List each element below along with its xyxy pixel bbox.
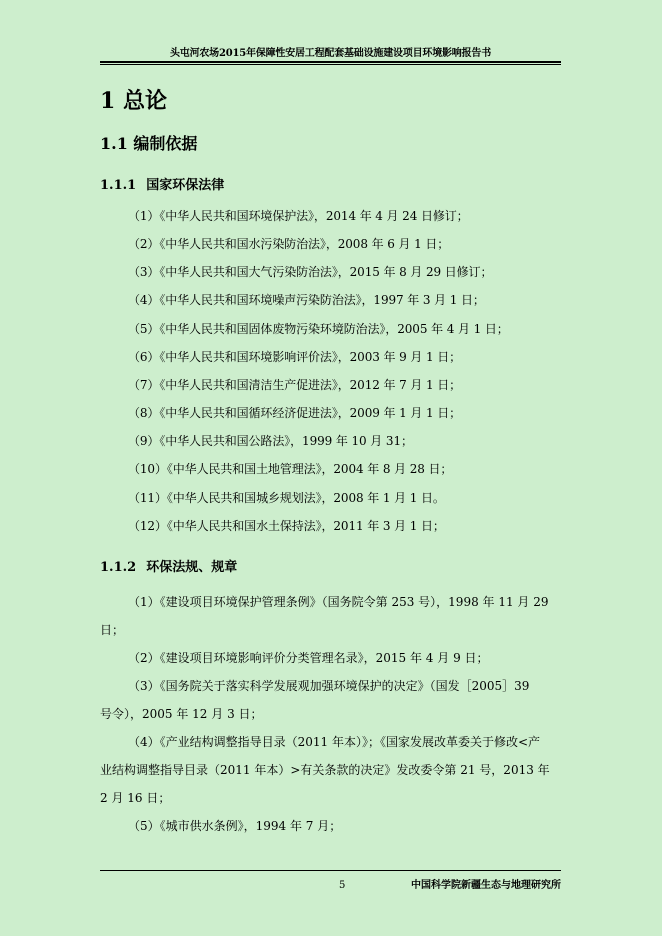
paragraph-line: （2）《建设项目环境影响评价分类管理名录》，2015 年 4 月 9 日； xyxy=(128,651,489,665)
section-title: 1.1 编制依据 xyxy=(100,134,198,153)
footer-organization: 中国科学院新疆生态与地理研究所 xyxy=(411,880,561,891)
paragraph-line: （5）《城市供水条例》，1994 年 7 月； xyxy=(128,819,342,833)
regulation-item xyxy=(100,588,561,644)
list-item: （8）《中华人民共和国循环经济促进法》，2009 年 1 月 1 日； xyxy=(128,406,462,420)
list-item: （11）《中华人民共和国城乡规划法》，2008 年 1 月 1 日。 xyxy=(128,491,445,505)
regulation-item xyxy=(100,812,561,840)
regulation-item xyxy=(100,728,561,812)
list-item: （12）《中华人民共和国水土保持法》，2011 年 3 月 1 日； xyxy=(128,519,445,533)
paragraph-line: （4）《产业结构调整指导目录（2011 年本）》；《国家发展改革委关于修改<产 xyxy=(128,735,541,749)
chapter-title: 1 总论 xyxy=(100,88,167,114)
subsection-heading-laws xyxy=(100,174,224,193)
header-rule-thin xyxy=(100,64,561,65)
paragraph-line: 日； xyxy=(100,623,125,637)
paragraph-line: 2 月 16 日； xyxy=(100,791,171,805)
paragraph-line: （1）《建设项目环境保护管理条例》（国务院令第 253 号），1998 年 11 月 29 xyxy=(128,595,549,609)
running-header: 头屯河农场2015年保障性安居工程配套基础设施建设项目环境影响报告书 xyxy=(169,48,492,59)
list-item: （9）《中华人民共和国公路法》，1999 年 10 月 31； xyxy=(128,434,413,448)
list-item: （2）《中华人民共和国水污染防治法》，2008 年 6 月 1 日； xyxy=(128,237,450,251)
regulation-item xyxy=(100,644,561,672)
paragraph-line: 号令），2005 年 12 月 3 日； xyxy=(100,707,263,721)
list-item: （7）《中华人民共和国清洁生产促进法》，2012 年 7 月 1 日； xyxy=(128,378,462,392)
subsection-heading-regulations xyxy=(100,556,237,575)
header-rule xyxy=(100,61,561,63)
subsection-title: 国家环保法律 xyxy=(146,178,225,193)
page-number: 5 xyxy=(339,880,346,891)
subsection-number: 1.1.2 xyxy=(100,560,137,575)
footer-rule xyxy=(100,870,561,871)
list-item: （3）《中华人民共和国大气污染防治法》，2015 年 8 月 29 日修订； xyxy=(128,265,493,279)
list-item: （6）《中华人民共和国环境影响评价法》，2003 年 9 月 1 日； xyxy=(128,350,462,364)
list-item: （1）《中华人民共和国环境保护法》，2014 年 4 月 24 日修订； xyxy=(128,209,469,223)
regulation-item xyxy=(100,672,561,728)
paragraph-line: 业结构调整指导目录（2011 年本）>有关条款的决定》发改委令第 21 号，2013 年 xyxy=(100,763,550,777)
list-item: （5）《中华人民共和国固体废物污染环境防治法》，2005 年 4 月 1 日； xyxy=(128,322,509,336)
subsection-title: 环保法规、规章 xyxy=(146,560,238,575)
subsection-number: 1.1.1 xyxy=(100,178,137,193)
paragraph-line: （3）《国务院关于落实科学发展观加强环境保护的决定》（国发［2005］39 xyxy=(128,679,530,693)
list-item: （4）《中华人民共和国环境噪声污染防治法》，1997 年 3 月 1 日； xyxy=(128,293,485,307)
list-item: （10）《中华人民共和国土地管理法》，2004 年 8 月 28 日； xyxy=(128,462,453,476)
